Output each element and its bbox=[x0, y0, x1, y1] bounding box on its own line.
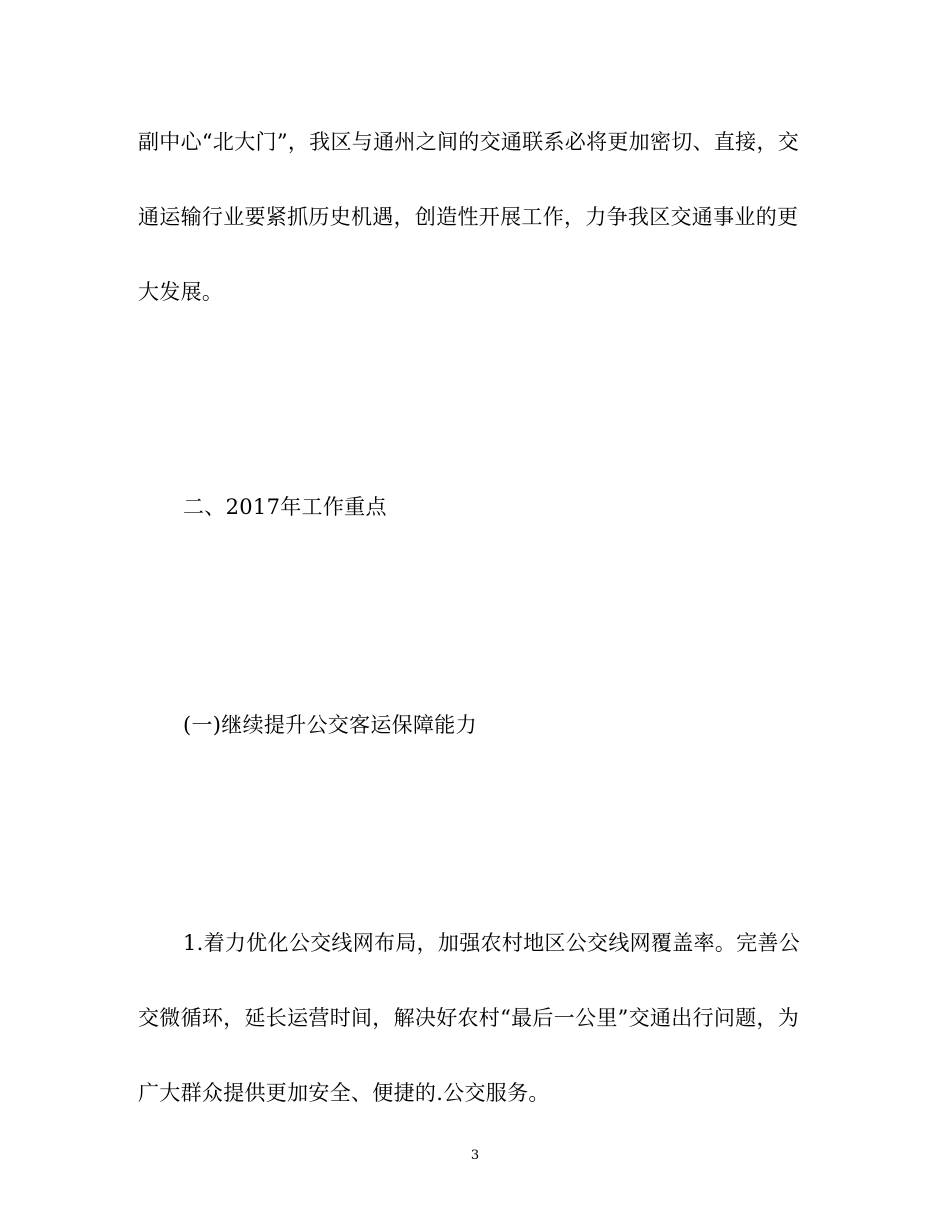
page-number: 3 bbox=[470, 1148, 480, 1163]
section-heading: 二、2017年工作重点 bbox=[183, 495, 387, 519]
subsection-heading: (一)继续提升公交客运保障能力 bbox=[183, 713, 477, 737]
paragraph-line: 通运输行业要紧抓历史机遇，创造性开展工作，力争我区交通事业的更 bbox=[138, 205, 799, 229]
paragraph-line: 1.着力优化公交线网布局，加强农村地区公交线网覆盖率。完善公 bbox=[183, 931, 801, 955]
paragraph-line: 大发展。 bbox=[138, 280, 224, 304]
paragraph-line: 副中心“北大门”，我区与通州之间的交通联系必将更加密切、直接，交 bbox=[138, 130, 800, 154]
paragraph-line: 广大群众提供更加安全、便捷的.公交服务。 bbox=[138, 1081, 550, 1105]
paragraph-line: 交微循环，延长运营时间，解决好农村“最后一公里”交通出行问题，为 bbox=[138, 1006, 800, 1030]
